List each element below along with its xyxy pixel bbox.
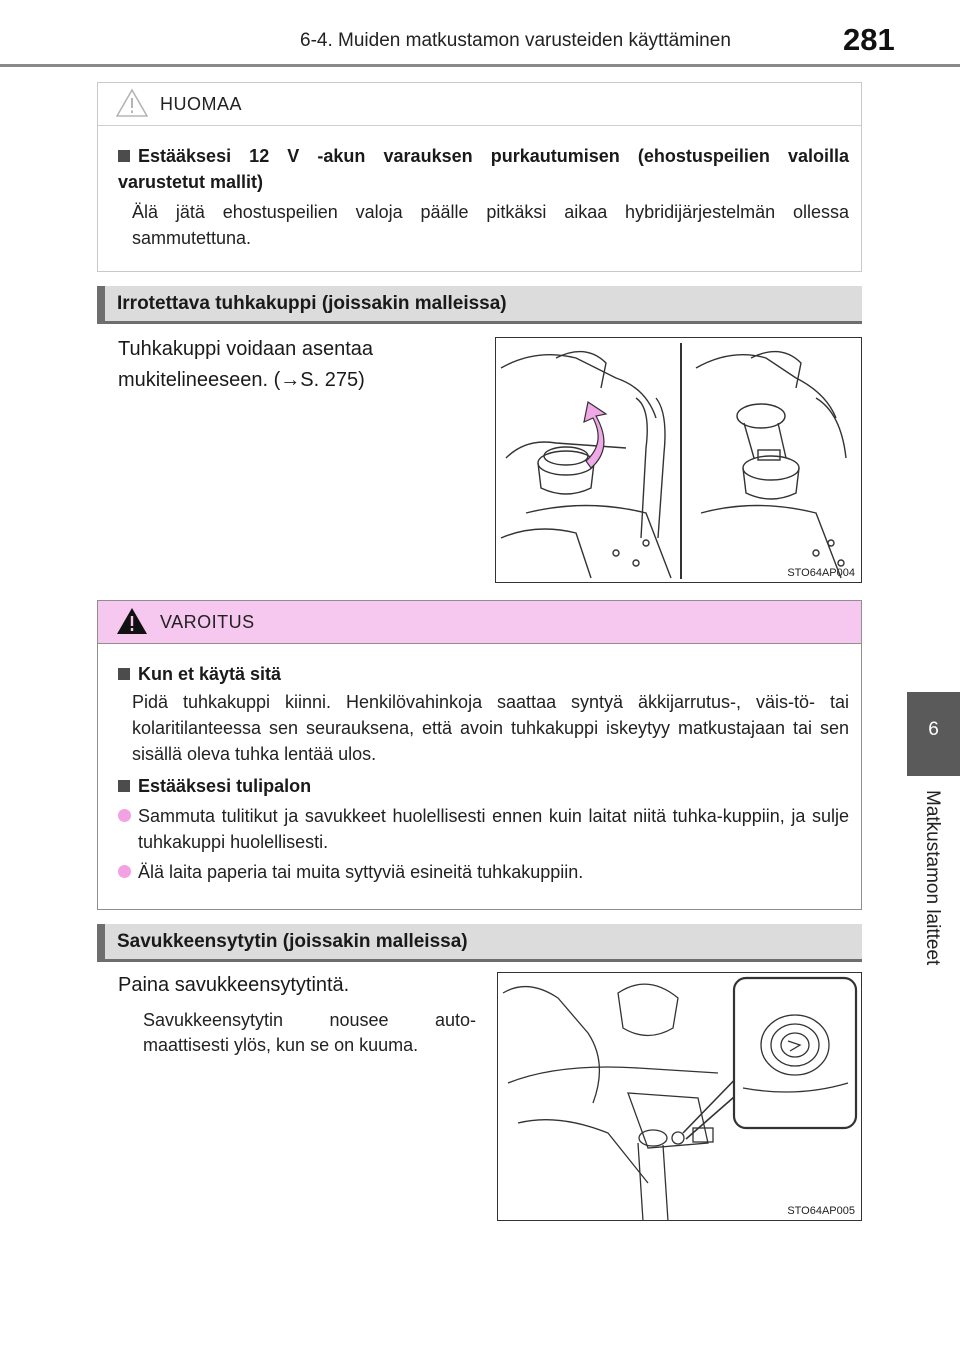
ashtray-figure xyxy=(495,337,862,583)
notice-item-body: Älä jätä ehostuspeilien valoja päälle pitkäksi aikaa hybridijärjestelmän ollessa sammutettuna. xyxy=(132,202,849,248)
warning-heading: VAROITUS xyxy=(160,612,255,632)
warning-item2-title-text: Estääksesi tulipalon xyxy=(138,776,312,796)
warning-bullet-1-text: Sammuta tulitikut ja savukkeet huolellisesti ennen kuin laitat niitä tuhka-kuppiin, ja sulje tuhkakuppi huolellisesti. xyxy=(138,806,849,852)
lighter-figure xyxy=(497,972,862,1221)
chapter-tab xyxy=(907,692,960,776)
notice-header xyxy=(98,83,861,126)
running-header: 6-4. Muiden matkustamon varusteiden käyttäminen xyxy=(300,30,731,51)
warning-item1-title xyxy=(118,661,849,687)
warning-triangle-filled-icon xyxy=(116,606,148,636)
notice-item-title xyxy=(118,143,849,195)
ashtray-text-line2: mukitelineeseen. (→S. 275) xyxy=(118,369,365,391)
warning-bullet-2-text: Älä laita paperia tai muita syttyviä esineitä tuhkakuppiin. xyxy=(138,862,584,882)
section-heading-ashtray xyxy=(97,286,862,324)
ashtray-illustration xyxy=(496,338,862,583)
warning-box xyxy=(97,600,862,910)
warning-item1-body: Pidä tuhkakuppi kiinni. Henkilövahinkoja saattaa syntyä äkkijarrutus-, väis-tö- tai kolaritilanteessa sen seurauksena, että avoin tuhkakuppi iskeytyy matkustajaan tai sen sisällä oleva tuhka lentää ulos. xyxy=(132,692,849,764)
header-rule xyxy=(0,64,960,67)
section-heading-lighter xyxy=(97,924,862,962)
square-bullet-icon xyxy=(118,150,130,162)
warning-header xyxy=(98,601,861,644)
notice-heading: HUOMAA xyxy=(160,94,243,114)
lighter-subtext: Savukkeensytytin nousee auto-maattisesti ylös, kun se on kuuma. xyxy=(143,1010,476,1055)
ashtray-text-line1 xyxy=(118,334,476,365)
notice-item-title-text: Estääksesi 12 V -akun varauksen purkautumisen (ehostuspeilien valoilla varustetut mallit) xyxy=(118,146,849,192)
square-bullet-icon xyxy=(118,780,130,792)
section-heading-ashtray-text: Irrotettava tuhkakuppi (joissakin malleissa) xyxy=(117,293,507,314)
warning-bullet-2 xyxy=(118,859,849,885)
square-bullet-icon xyxy=(118,668,130,680)
chapter-label-text: Matkustamon laitteet xyxy=(922,790,943,966)
chapter-number: 6 xyxy=(928,719,939,740)
figure-code: STO64AP004 xyxy=(787,567,855,579)
lighter-text: Paina savukkeensytytintä. xyxy=(118,974,350,996)
section-heading-lighter-text: Savukkeensytytin (joissakin malleissa) xyxy=(117,931,468,952)
warning-bullet-1 xyxy=(118,803,849,855)
lighter-illustration xyxy=(498,973,862,1221)
chapter-label xyxy=(913,790,953,980)
figure-code: STO64AP005 xyxy=(787,1205,855,1217)
notice-box xyxy=(97,82,862,272)
warning-item1-title-text: Kun et käytä sitä xyxy=(138,664,282,684)
warning-item2-title xyxy=(118,773,849,799)
ashtray-text-line1-text: Tuhkakuppi voidaan asentaa xyxy=(118,338,373,360)
ashtray-text xyxy=(118,334,476,396)
page-number: 281 xyxy=(843,22,895,57)
round-bullet-icon xyxy=(118,865,131,878)
round-bullet-icon xyxy=(118,809,131,822)
warning-triangle-outline-icon xyxy=(116,88,148,118)
